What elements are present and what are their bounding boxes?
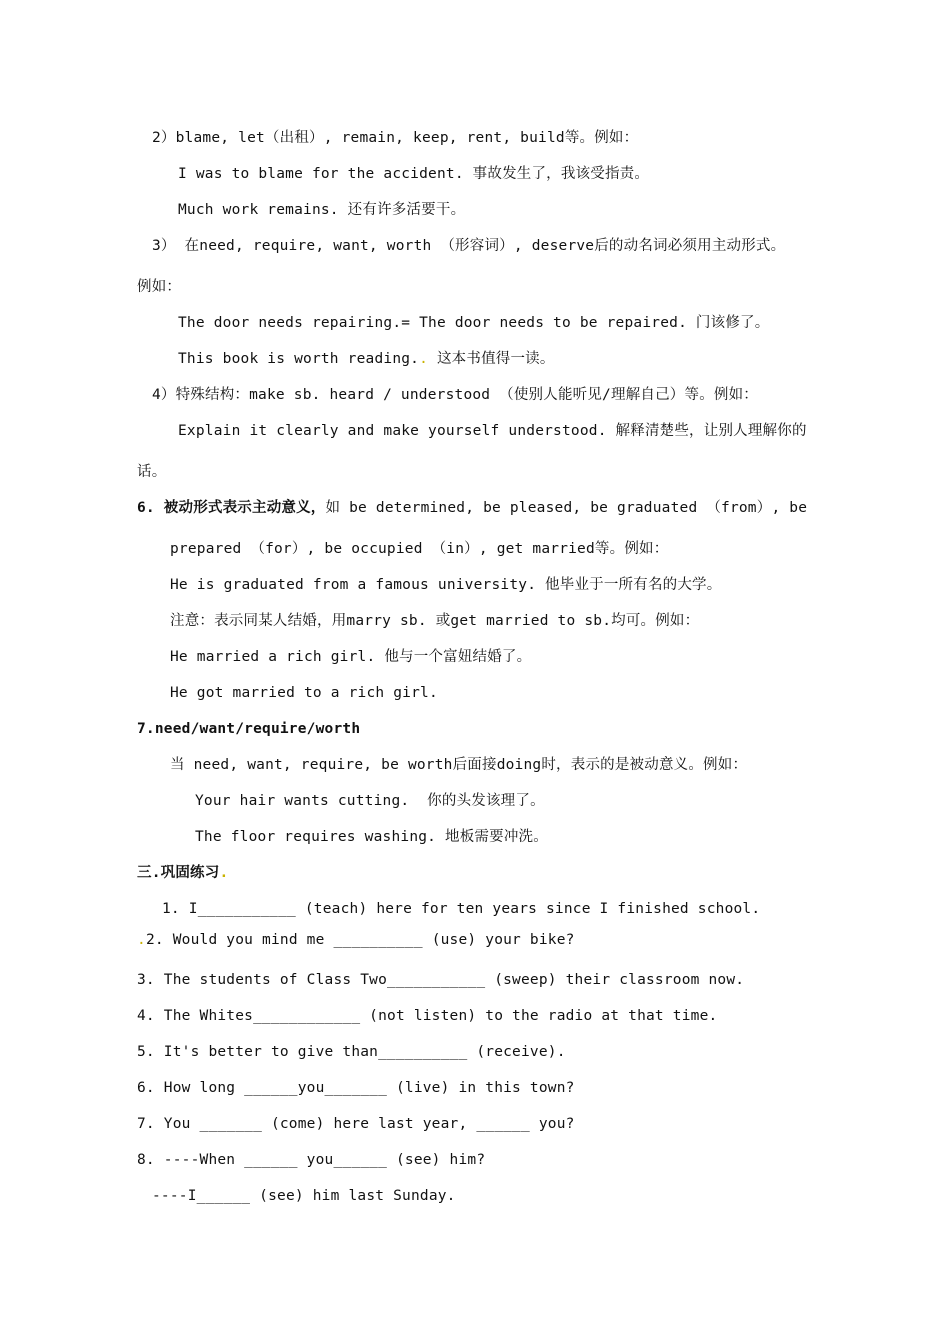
text-line: 4）特殊结构：make sb. heard / understood （使别人能听见/理解自己）等。例如：: [152, 387, 758, 403]
section-heading: 7.need/want/require/worth: [137, 721, 361, 737]
text-line: Your hair wants cutting. 你的头发该理了。: [195, 793, 545, 809]
text-line: He is graduated from a famous university. 他毕业于一所有名的大学。: [170, 577, 722, 593]
exercise-item: 1. I___________ (teach) here for ten years since I finished school.: [162, 901, 761, 917]
mark-dot: .: [419, 351, 429, 367]
text-segment: This book is worth reading.: [178, 351, 420, 367]
section-heading: [137, 863, 228, 883]
text-line: The door needs repairing.= The door needs to be repaired. 门该修了。: [178, 315, 770, 331]
exercise-item: [137, 930, 575, 950]
section-heading: 6. 被动形式表示主动意义，: [137, 500, 326, 516]
exercise-item: 4. The Whites____________ (not listen) to the radio at that time.: [137, 1008, 718, 1024]
text-segment: 如 be determined, be pleased, be graduated （from）, be: [325, 500, 808, 516]
text-line: [137, 498, 807, 518]
text-line: He married a rich girl. 他与一个富妞结婚了。: [170, 649, 532, 665]
text-segment: 这本书值得一读。: [436, 351, 555, 367]
text-line: 2）blame, let（出租）, remain, keep, rent, build等。例如：: [152, 130, 639, 146]
text-line: I was to blame for the accident. 事故发生了，我该受指责。: [178, 166, 650, 182]
text-line: 3） 在need, require, want, worth （形容词）, deserve后的动名词必须用主动形式。: [152, 238, 786, 254]
heading-text: 三.巩固练习: [137, 865, 220, 881]
text-line: 话。: [137, 464, 167, 480]
text-line: [178, 349, 555, 369]
mark-dot: .: [219, 865, 229, 881]
text-line: Much work remains. 还有许多活要干。: [178, 202, 466, 218]
text-line: 例如：: [137, 279, 182, 295]
text-line: Explain it clearly and make yourself understood. 解释清楚些，让别人理解你的: [178, 423, 807, 439]
text-line: The floor requires washing. 地板需要冲洗。: [195, 829, 548, 845]
exercise-item: 8. ----When ______ you______ (see) him?: [137, 1152, 486, 1168]
exercise-item: 7. You _______ (come) here last year, ______ you?: [137, 1116, 575, 1132]
exercise-item: 5. It's better to give than__________ (receive).: [137, 1044, 566, 1060]
text-segment: 2. Would you mind me __________ (use) your bike?: [145, 932, 575, 948]
exercise-item: 3. The students of Class Two___________ (sweep) their classroom now.: [137, 972, 745, 988]
text-line: 注意：表示同某人结婚，用marry sb. 或get married to sb.均可。例如：: [170, 613, 700, 629]
text-line: prepared （for）, be occupied （in）, get married等。例如：: [170, 541, 669, 557]
exercise-item: ----I______ (see) him last Sunday.: [152, 1188, 456, 1204]
mark-dot: .: [137, 932, 146, 948]
text-line: 当 need, want, require, be worth后面接doing时，表示的是被动意义。例如：: [170, 757, 748, 773]
text-line: He got married to a rich girl.: [170, 685, 438, 701]
exercise-item: 6. How long ______you_______ (live) in this town?: [137, 1080, 575, 1096]
